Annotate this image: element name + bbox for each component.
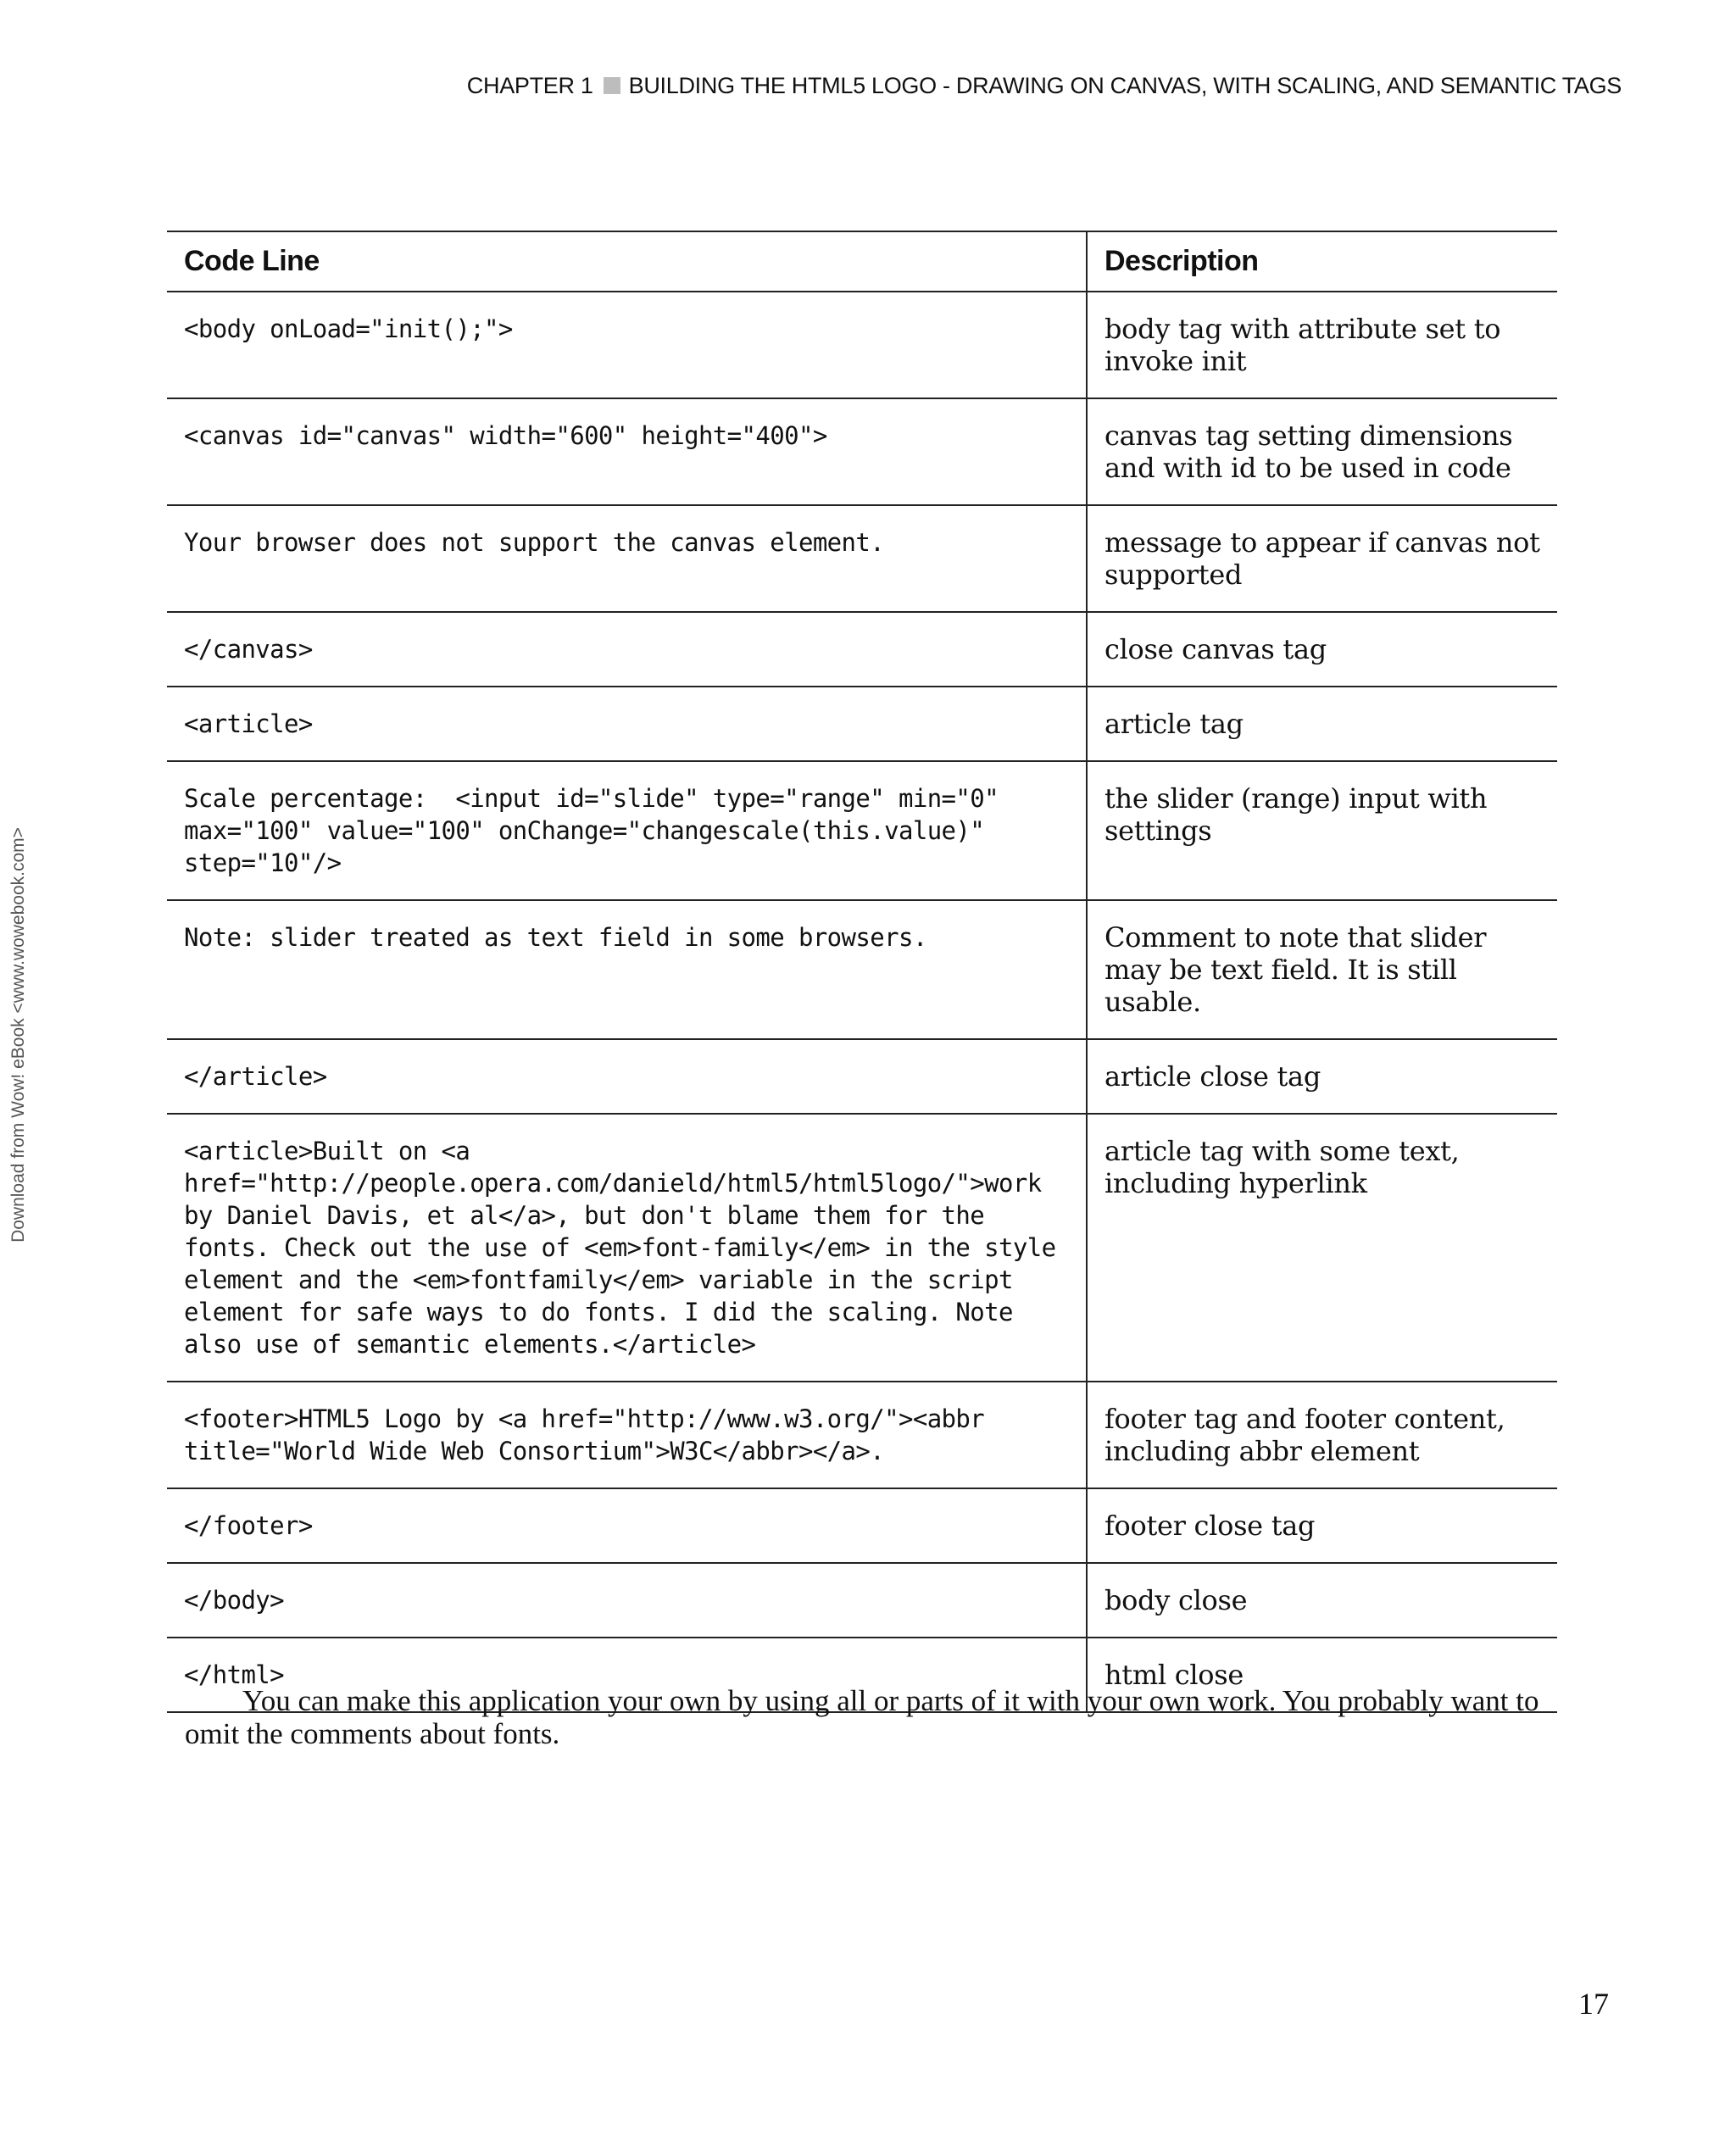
body-paragraph: You can make this application your own by using all or parts of it with your own work. You probably want to omit the comments about fonts. (185, 1684, 1539, 1750)
description-cell: html close (1087, 1638, 1557, 1712)
description-cell: close canvas tag (1087, 612, 1557, 687)
table-row (167, 1114, 1557, 1382)
download-watermark: Download from Wow! eBook <www.wowebook.com> (8, 827, 28, 1243)
code-cell: <footer>HTML5 Logo by <a href="http://www.w3.org/"><abbr title="World Wide Web Consortium">W3C</abbr></a>. (167, 1382, 1087, 1488)
code-cell: </html> (167, 1638, 1087, 1712)
table-row (167, 505, 1557, 612)
code-description-table (167, 231, 1557, 1713)
description-cell: Comment to note that slider may be text field. It is still usable. (1087, 900, 1557, 1039)
table-row (167, 612, 1557, 687)
description-cell: body tag with attribute set to invoke init (1087, 292, 1557, 398)
table-row (167, 1488, 1557, 1563)
code-cell: <article>Built on <a href="http://people.opera.com/danield/html5/html5logo/">work by Daniel Davis, et al</a>, but don't blame them for the fonts. Check out the use of <em>font-family</em> in the style element and the <em>fontfamily</em> variable in the script element for safe ways to do fonts. I did the scaling. Note also use of semantic elements.</article> (167, 1114, 1087, 1382)
table-row (167, 900, 1557, 1039)
code-cell: <canvas id="canvas" width="600" height="400"> (167, 398, 1087, 505)
table-row (167, 398, 1557, 505)
description-cell: body close (1087, 1563, 1557, 1638)
table-row (167, 292, 1557, 398)
table-header-row (167, 231, 1557, 292)
table-row (167, 687, 1557, 761)
description-cell: footer tag and footer content, including abbr element (1087, 1382, 1557, 1488)
table-row (167, 1039, 1557, 1114)
code-cell: Scale percentage: <input id="slide" type="range" min="0" max="100" value="100" onChange="changescale(this.value)" step="10"/> (167, 761, 1087, 900)
description-cell: article tag with some text, including hyperlink (1087, 1114, 1557, 1382)
code-cell: </canvas> (167, 612, 1087, 687)
separator-square-icon (604, 77, 620, 94)
description-cell: message to appear if canvas not supported (1087, 505, 1557, 612)
code-cell: Your browser does not support the canvas element. (167, 505, 1087, 612)
code-cell: </article> (167, 1039, 1087, 1114)
code-cell: </body> (167, 1563, 1087, 1638)
running-header (467, 73, 1622, 99)
code-cell: <article> (167, 687, 1087, 761)
page-number: 17 (1578, 1987, 1609, 2021)
table-row (167, 1382, 1557, 1488)
description-cell: article close tag (1087, 1039, 1557, 1114)
chapter-label: CHAPTER 1 (466, 73, 593, 98)
table-row (167, 761, 1557, 900)
column-header-description: Description (1087, 231, 1557, 292)
description-cell: canvas tag setting dimensions and with id to be used in code (1087, 398, 1557, 505)
table-row (167, 1563, 1557, 1638)
column-header-code-line: Code Line (167, 231, 1087, 292)
description-cell: the slider (range) input with settings (1087, 761, 1557, 900)
description-cell: article tag (1087, 687, 1557, 761)
description-cell: footer close tag (1087, 1488, 1557, 1563)
code-cell: Note: slider treated as text field in some browsers. (167, 900, 1087, 1039)
code-cell: </footer> (167, 1488, 1087, 1563)
chapter-title: BUILDING THE HTML5 LOGO - DRAWING ON CANVAS, WITH SCALING, AND SEMANTIC TAGS (628, 73, 1622, 98)
code-cell: <body onLoad="init();"> (167, 292, 1087, 398)
